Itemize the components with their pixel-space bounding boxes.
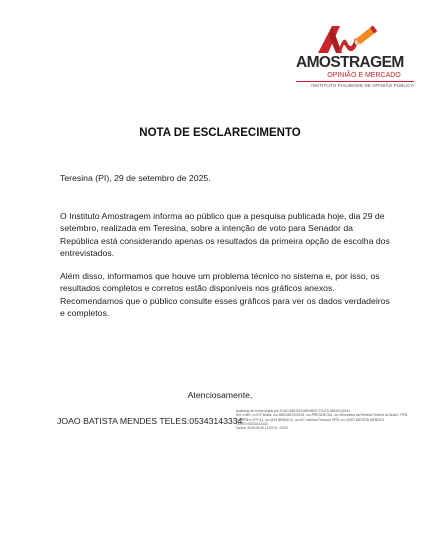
signature-line-3: ou=RFB e-CPF A1, ou=(EM BRANCO), ou=AC Instituto Fenacon RFB, cn=JOAO BATISTA MENDES TELES:05343143334 — [236, 417, 384, 426]
signature-line-2: DN: c=BR, o=ICP-Brasil, ou=26604847000194, ou=PRESENCIAL, ou=Secretaria da Receita Federal do Brasil - RFB, — [236, 413, 408, 418]
paragraph-1: O Instituto Amostragem informa ao público que a pesquisa publicada hoje, dia 29 de setembro, realizada em Teresina, sobre a intenção de voto para Senador da República está considerando apenas os resultados da primeira opção de escolha dos entrevistados. — [60, 211, 390, 258]
logo-mark-icon — [296, 22, 414, 56]
logo-brand-name: AMOSTRAGEM — [296, 54, 404, 71]
paragraph-2: Além disso, informamos que houve um problema técnico no sistema e, por isso, os resultados completos e corretos estão disponíveis nos gráficos anexos. Recomendamos que o público consulte esses gráficos para ver os dados verdadeiros e completos. — [60, 271, 390, 318]
signer-name: JOAO BATISTA MENDES TELES:05343143334 — [57, 416, 243, 426]
date-line: Teresina (PI), 29 de setembro de 2025. — [60, 173, 211, 183]
signature-line-1: Assinado de forma digital por JOAO BATISTA MENDES TELES:05343143334 — [236, 409, 350, 413]
logo-tagline: OPINIÃO E MERCADO — [327, 72, 401, 79]
logo-institute: INSTITUTO PIAUIENSE DE OPINIÃO PÚBLICA — [296, 81, 414, 88]
amostragem-logo — [296, 22, 414, 92]
document-title: NOTA DE ESCLARECIMENTO — [139, 127, 301, 139]
signature-line-4: Dados: 2025.09.29 14:00:21 -03'00' — [236, 426, 289, 431]
digital-signature-block — [236, 409, 414, 430]
closing-line: Atenciosamente, — [187, 390, 253, 400]
